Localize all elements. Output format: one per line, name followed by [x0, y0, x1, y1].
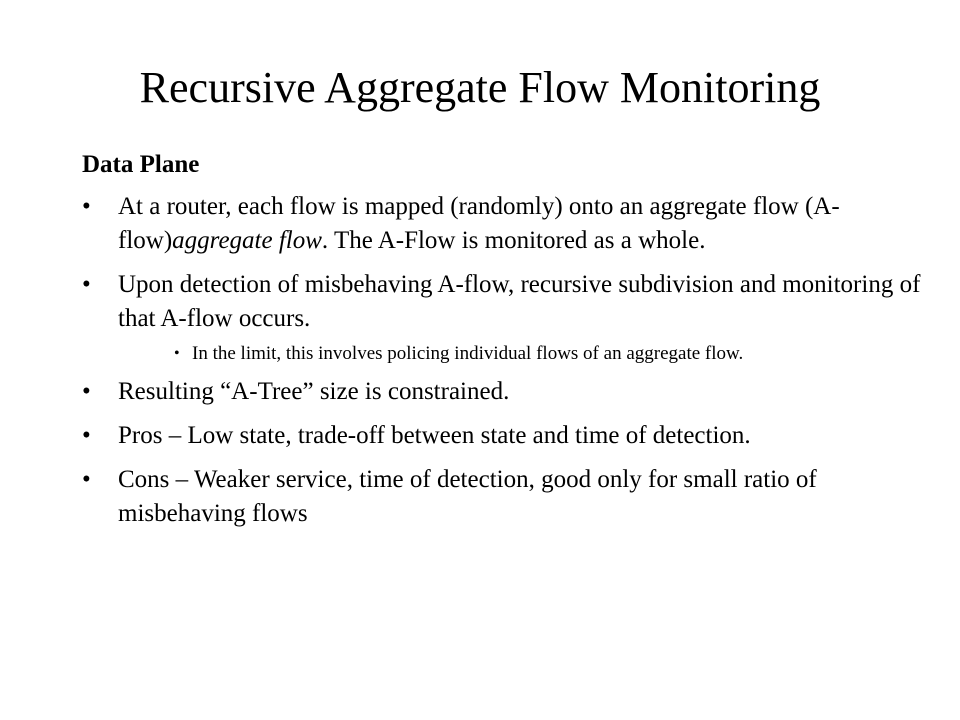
sub-bullet-text: In the limit, this involves policing individual flows of an aggregate flow.	[192, 343, 744, 364]
sub-bullet-group	[82, 342, 922, 365]
bullet-item	[82, 419, 922, 453]
bullet-text: Pros – Low state, trade-off between state and time of detection.	[118, 422, 751, 449]
bullet-text-italic: aggregate flow	[172, 227, 322, 254]
sub-bullet-item	[82, 342, 922, 365]
bullet-marker: •	[82, 466, 91, 493]
bullet-text: Upon detection of misbehaving A-flow, recursive subdivision and monitoring of that A-flow occurs.	[118, 271, 921, 332]
bullet-item	[82, 375, 922, 409]
bullet-item	[82, 268, 922, 336]
bullet-text: Cons – Weaker service, time of detection, good only for small ratio of misbehaving flows	[118, 466, 817, 527]
bullet-marker: •	[82, 193, 91, 220]
sub-bullet-list	[82, 342, 922, 365]
sub-bullet-marker: •	[174, 345, 180, 362]
bullet-text-plain: At a router, each flow is mapped (randomly) onto an aggregate flow (A-flow)	[118, 193, 840, 254]
bullet-marker: •	[82, 378, 91, 405]
bullet-marker: •	[82, 422, 91, 449]
section-heading: Data Plane	[82, 151, 200, 178]
slide-title: Recursive Aggregate Flow Monitoring	[139, 63, 821, 112]
bullet-item	[82, 463, 922, 531]
bullet-text: Resulting “A-Tree” size is constrained.	[118, 378, 510, 405]
bullet-text-after: . The A-Flow is monitored as a whole.	[321, 227, 706, 254]
bullet-text	[118, 193, 840, 254]
bullet-marker: •	[82, 271, 91, 298]
bullet-list	[82, 190, 922, 541]
bullet-item	[82, 190, 922, 258]
